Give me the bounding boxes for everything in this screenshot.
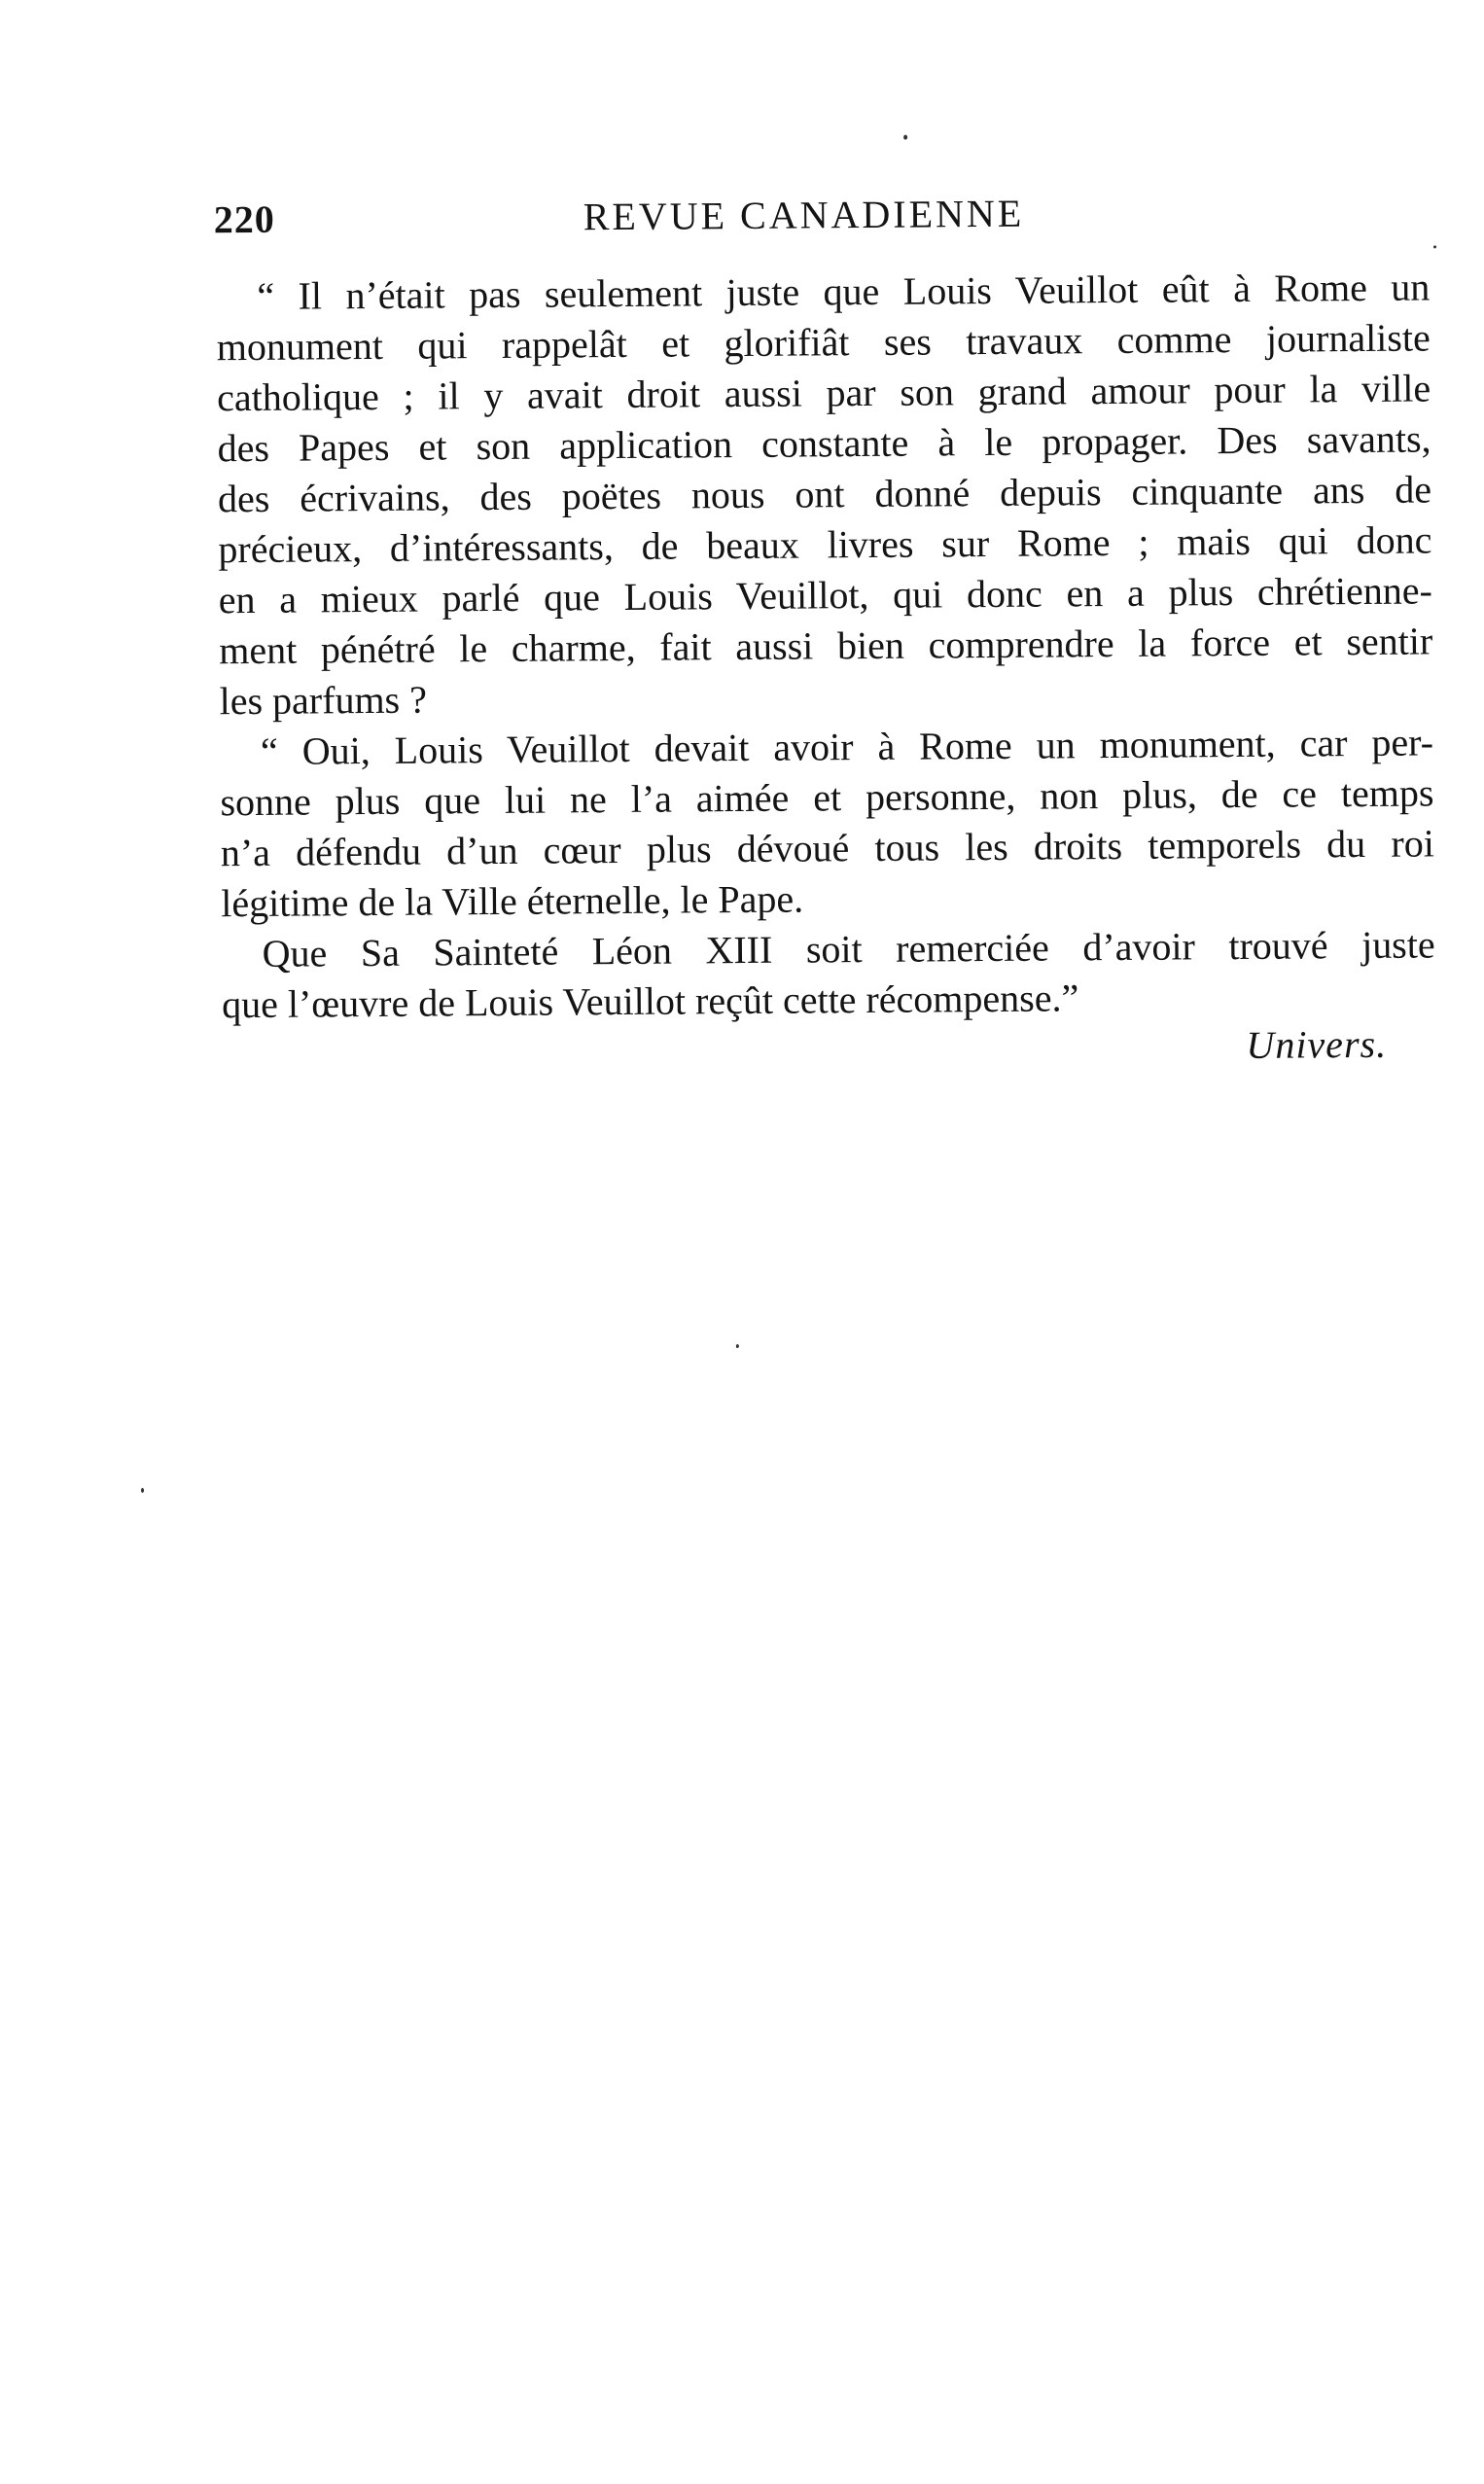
text-line: sonne plus que lui ne l’a aimée et personne, non plus, de ce temps (220, 770, 1434, 825)
scan-speck (141, 1488, 144, 1493)
scan-speck (736, 1344, 739, 1348)
text-line: “ Oui, Louis Veuillot devait avoir à Rome un monument, car per- (260, 720, 1434, 773)
running-head: REVUE CANADIENNE (583, 191, 1025, 239)
text-line: des Papes et son application constante à le propager. Des savants, (217, 416, 1431, 471)
text-line: que l’œuvre de Louis Veuillot reçût cette récompense.” (221, 976, 1079, 1027)
text-line: monument qui rappelât et glorifiât ses travaux comme journaliste (216, 315, 1431, 370)
scan-speck (1433, 245, 1436, 248)
text-line: “ Il n’était pas seulement juste que Louis Veuillot eût à Rome un (257, 265, 1431, 318)
scan-speck (903, 135, 907, 140)
page-number: 220 (213, 196, 275, 242)
text-line: n’a défendu d’un cœur plus dévoué tous les droits temporels du roi (220, 821, 1435, 875)
text-line: catholique ; il y avait droit aussi par son grand amour pour la ville (217, 366, 1431, 420)
body-text (216, 262, 1435, 1030)
text-line: les parfums ? (219, 677, 428, 724)
text-line: légitime de la Ville éternelle, le Pape. (221, 876, 804, 926)
signature-source: Univers. (1246, 1021, 1388, 1067)
text-line: des écrivains, des poëtes nous ont donné depuis cinquante ans de (217, 467, 1432, 521)
text-line: ment pénétré le charme, fait aussi bien comprendre la force et sentir (219, 619, 1433, 673)
text-line: précieux, d’intéressants, de beaux livres sur Rome ; mais qui donc (218, 517, 1432, 572)
page-header (214, 187, 1434, 255)
text-line: en a mieux parlé que Louis Veuillot, qui donc en a plus chrétienne- (218, 568, 1432, 622)
text-line: Que Sa Sainteté Léon XIII soit remerciée d’avoir trouvé juste (262, 922, 1435, 976)
